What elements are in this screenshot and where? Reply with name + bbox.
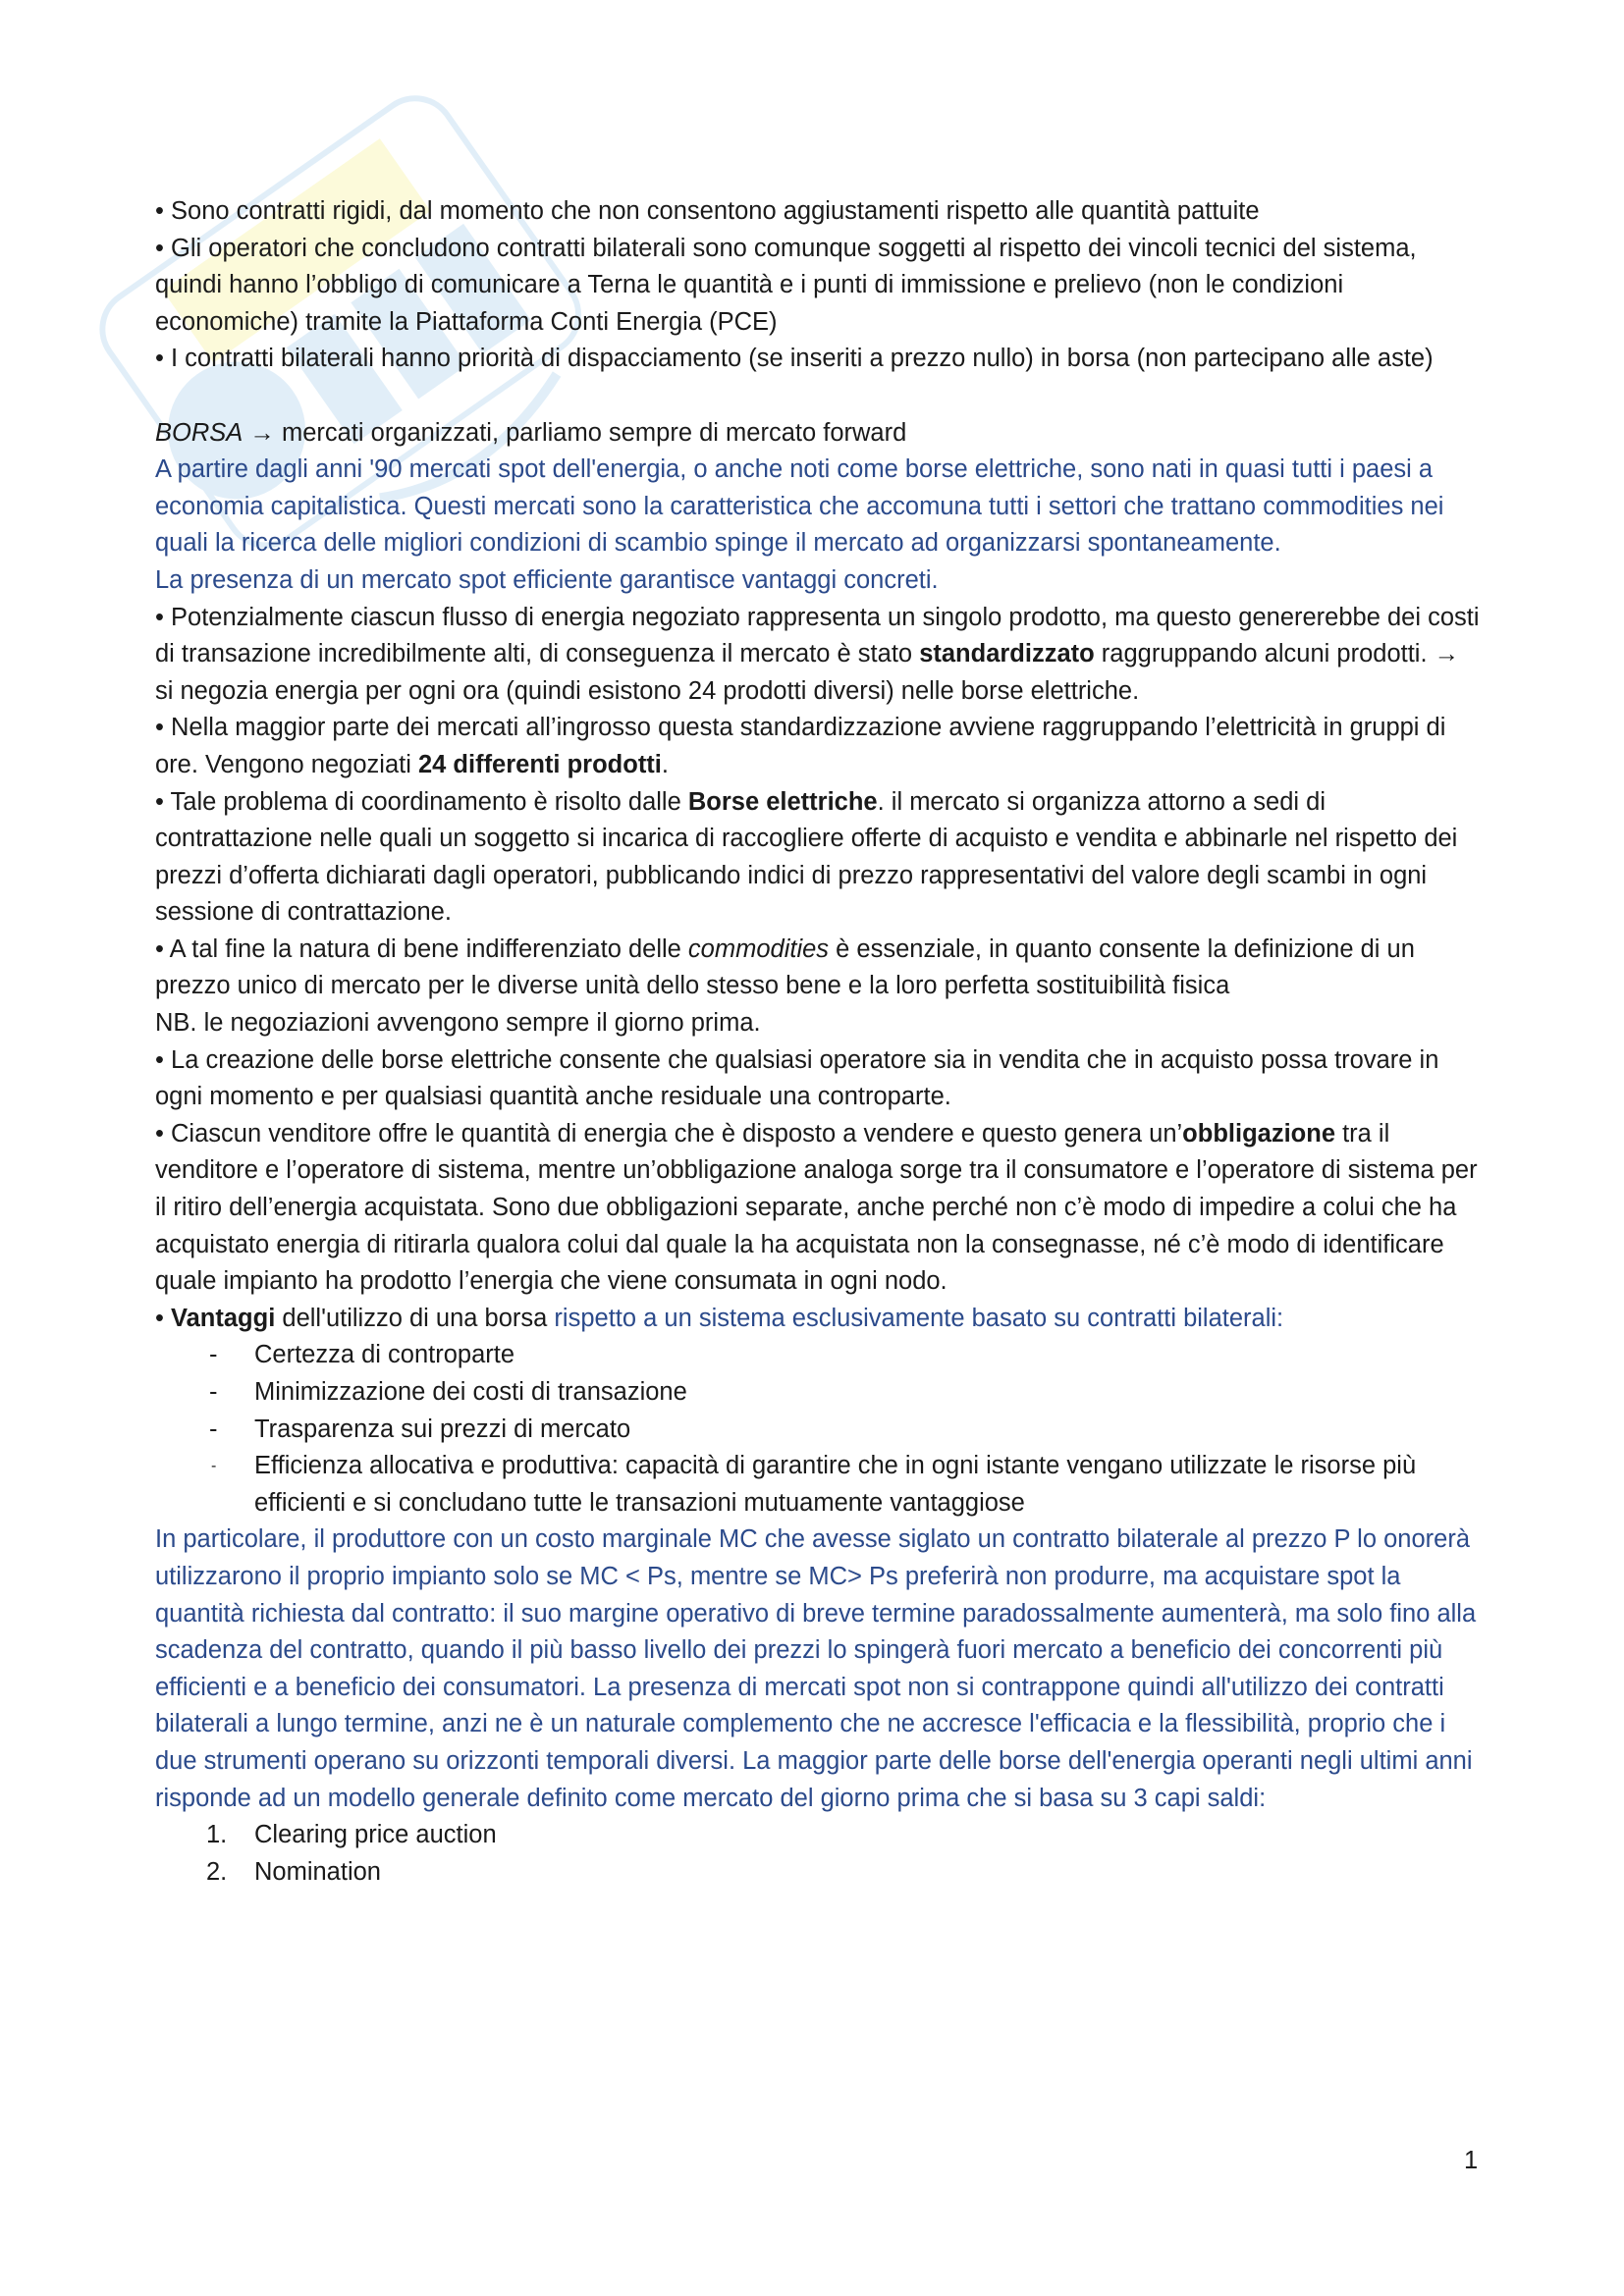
borsa-definition: mercati organizzati, parliamo sempre di mercato forward	[281, 418, 907, 447]
intro-bullet-1: • Sono contratti rigidi, dal momento che non consentono aggiustamenti rispetto alle quantità pattuite	[155, 197, 1260, 225]
list-item: 2. Nomination	[206, 1857, 381, 1886]
list-item: - Minimizzazione dei costi di transazione	[155, 1374, 1481, 1412]
document-body	[155, 193, 1481, 1891]
list-item: 1. Clearing price auction	[206, 1821, 497, 1849]
list-item: - Certezza di controparte	[155, 1337, 1481, 1374]
intro-bullet-2: • Gli operatori che concludono contratti bilaterali sono comunque soggetti al rispetto dei vincoli tecnici del sistema, quindi hanno l’obbligo di comunicare a Terna le quantità e i punti di immissione e prelievo (non le condizioni economiche) tramite la Piattaforma Conti Energia (PCE)	[155, 234, 1417, 336]
intro-bullet-3: • I contratti bilaterali hanno priorità di dispacciamento (se inseriti a prezzo nullo) in borsa (non partecipano alle aste)	[155, 345, 1434, 373]
borsa-vantaggi-sentence: La presenza di un mercato spot efficiente garantisce vantaggi concreti.	[155, 565, 939, 594]
point-gruppi-ore: • Nella maggior parte dei mercati all’ingrosso questa standardizzazione avviene raggruppando l’elettricità in gruppi di ore. Vengono negoziati 24 differenti prodotti.	[155, 714, 1446, 778]
borsa-heading	[155, 415, 1481, 453]
point-standardizzazione: • Potenzialmente ciascun flusso di energia negoziato rappresenta un singolo prodotto, ma questo genererebbe dei costi di transazione incredibilmente alti, di conseguenza il mercato è stato standardizzato raggruppando alcuni prodotti. → si negozia energia per ogni ora (quindi esistono 24 prodotti diversi) nelle borse elettriche.	[155, 603, 1480, 705]
point-vantaggi: • Vantaggi dell'utilizzo di una borsa rispetto a un sistema esclusivamente basato su contratti bilaterali:	[155, 1304, 1284, 1332]
point-controparte: • La creazione delle borse elettriche consente che qualsiasi operatore sia in vendita che in acquisto possa trovare in ogni momento e per qualsiasi quantità anche residuale una controparte.	[155, 1045, 1439, 1111]
particolare-paragraph: In particolare, il produttore con un costo marginale MC che avesse siglato un contratto bilaterale al prezzo P lo onorerà utilizzarono il proprio impianto solo se MC < Ps, mentre se MC> Ps preferirà non produrre, ma acquistare spot la quantità richiesta dal contratto: il suo margine operativo di breve termine paradossalmente aumenterà, ma solo fino alla scadenza del contratto, quando il più basso livello dei prezzi lo spingerà fuori mercato a beneficio dei concorrenti più efficienti e a beneficio dei consumatori. La presenza di mercati spot non si contrappone quindi all'utilizzo dei contratti bilaterali a lungo termine, anzi ne è un naturale complemento che ne accresce l'efficacia e la flessibilità, proprio che i due strumenti operano su orizzonti temporali diversi. La maggior parte delle borse dell'energia operanti negli ultimi anni risponde ad un modello generale definito come mercato del giorno prima che si basa su 3 capi saldi:	[155, 1525, 1477, 1812]
page-number: 1	[1464, 2147, 1479, 2174]
point-borse-elettriche: • Tale problema di coordinamento è risolto dalle Borse elettriche. il mercato si organizza attorno a sedi di contrattazione nelle quali un soggetto si incarica di raccogliere offerte di acquisto e vendita e abbinarle nel rispetto dei prezzi d’offerta dichiarati dagli operatori, pubblicando indici di prezzo rappresentativi del valore degli scambi in ogni sessione di contrattazione.	[155, 787, 1458, 927]
arrow-icon: →	[243, 418, 282, 447]
capi-saldi-list	[155, 1817, 1481, 1891]
list-item: - Trasparenza sui prezzi di mercato	[155, 1412, 1481, 1449]
point-commodities: • A tal fine la natura di bene indifferenziato delle commodities è essenziale, in quanto consente la definizione di un prezzo unico di mercato per le diverse unità dello stesso bene e la loro perfetta sostituibilità fisica	[155, 934, 1415, 1000]
nota-bene: NB. le negoziazioni avvengono sempre il giorno prima.	[155, 1009, 761, 1038]
vantaggi-list	[155, 1337, 1481, 1522]
borsa-term: BORSA	[155, 418, 244, 447]
borsa-intro-paragraph: A partire dagli anni '90 mercati spot dell'energia, o anche noti come borse elettriche, sono nati in quasi tutti i paesi a economia capitalistica. Questi mercati sono la caratteristica che accomuna tutti i settori che trattano commodities nei quali la ricerca delle migliori condizioni di scambio spinge il mercato ad organizzarsi spontaneamente.	[155, 455, 1444, 558]
list-item: - Efficienza allocativa e produttiva: capacità di garantire che in ogni istante vengano utilizzate le risorse più efficienti e si concludano tutte le transazioni mutuamente vantaggiose	[155, 1448, 1481, 1522]
point-obbligazione: • Ciascun venditore offre le quantità di energia che è disposto a vendere e questo genera un’obbligazione tra il venditore e l’operatore di sistema, mentre un’obbligazione analoga sorge tra il consumatore e l’operatore di sistema per il ritiro dell’energia acquistata. Sono due obbligazioni separate, anche perché non c’è modo di impedire a colui che ha acquistato energia di ritirarla qualora colui dal quale la ha acquistata non la consegnasse, né c’è modo di identificare quale impianto ha prodotto l’energia che viene consumata in ogni nodo.	[155, 1119, 1478, 1296]
spacer	[155, 378, 1481, 415]
